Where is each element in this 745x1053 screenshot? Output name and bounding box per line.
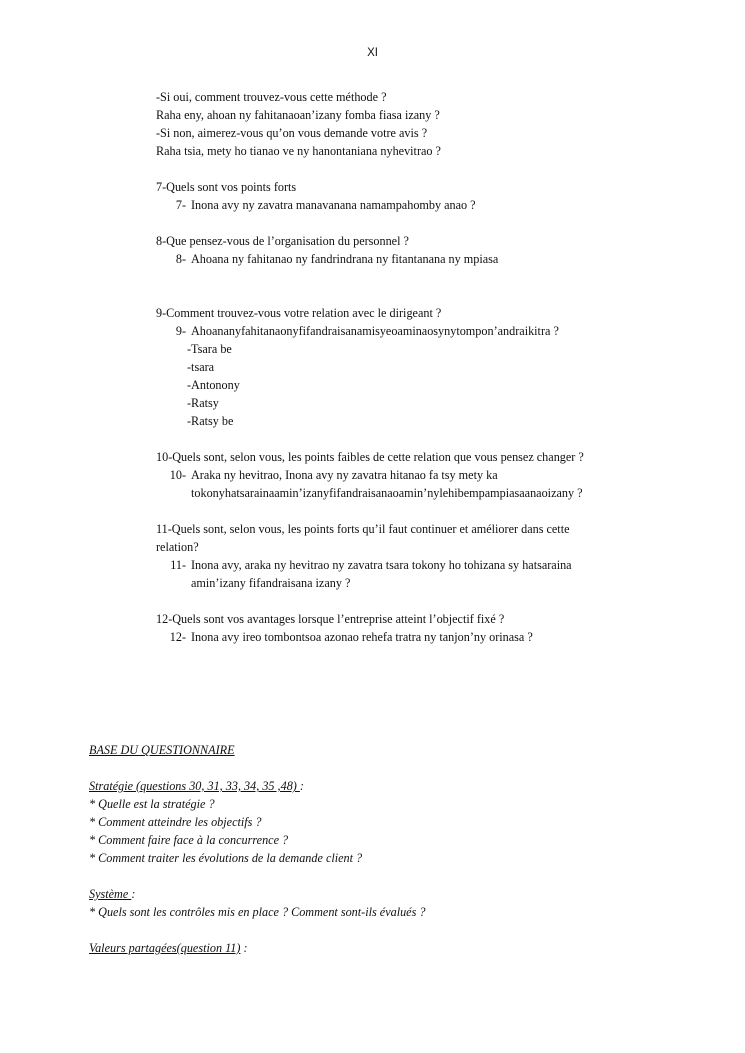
question-9-mg: Ahoananyfahitanaonyfifandraisanamisyeoaminaosynytompon’andraikitra ? xyxy=(191,324,559,338)
question-8-mg: Ahoana ny fahitanao ny fandrindrana ny fitantanana ny mpiasa xyxy=(191,252,499,266)
strategie-item: * Quelle est la stratégie ? xyxy=(89,797,215,811)
systeme-item: * Quels sont les contrôles mis en place ? Comment sont-ils évalués ? xyxy=(89,905,426,919)
question-11-mg-row xyxy=(156,556,676,592)
valeurs-heading xyxy=(89,939,689,957)
systeme-colon: : xyxy=(131,887,136,901)
question-12-number: 12- xyxy=(169,630,186,644)
question-10-mg-line: Araka ny hevitrao, Inona avy ny zavatra hitanao fa tsy mety ka xyxy=(191,468,498,482)
questionnaire-section xyxy=(156,88,676,664)
question-11-mg-line: amin’izany fifandraisana izany ? xyxy=(191,576,351,590)
strategie-item: * Comment traiter les évolutions de la demande client ? xyxy=(89,851,363,865)
base-title xyxy=(89,741,689,759)
answer-option: -Antonony xyxy=(187,378,240,392)
strategie-heading xyxy=(89,777,689,795)
answer-option: -Ratsy be xyxy=(187,414,234,428)
question-8-fr: 8-Que pensez-vous de l’organisation du personnel ? xyxy=(156,234,409,248)
question-8 xyxy=(156,232,676,268)
question-10 xyxy=(156,448,676,502)
strategie-colon: : xyxy=(299,779,304,793)
question-7-mg: Inona avy ny zavatra manavanana namampahomby anao ? xyxy=(191,198,476,212)
intro-line: Raha tsia, mety ho tianao ve ny hanontaniana nyhevitrao ? xyxy=(156,144,441,158)
base-questionnaire-section xyxy=(89,741,689,957)
question-11-fr-line: relation? xyxy=(156,540,199,554)
question-9 xyxy=(156,304,676,430)
question-10-mg-line: tokonyhatsarainaamin’izanyfifandraisanaoamin’nylehibempampiasaanaoizany ? xyxy=(191,486,583,500)
question-8-mg-row xyxy=(156,250,676,268)
question-12-fr: 12-Quels sont vos avantages lorsque l’entreprise atteint l’objectif fixé ? xyxy=(156,612,505,626)
strategie-item: * Comment atteindre les objectifs ? xyxy=(89,815,262,829)
page-number-header: XI xyxy=(367,47,378,59)
strategie-heading-text: Stratégie (questions 30, 31, 33, 34, 35 ,48) xyxy=(89,779,300,793)
question-7-fr: 7-Quels sont vos points forts xyxy=(156,180,297,194)
question-11-mg xyxy=(191,556,676,592)
question-9-mg-row xyxy=(156,322,676,340)
valeurs-heading-text: Valeurs partagées(question 11) xyxy=(89,941,241,955)
question-10-mg-row xyxy=(156,466,676,502)
systeme-heading xyxy=(89,885,689,903)
intro-block xyxy=(156,88,676,160)
question-10-fr: 10-Quels sont, selon vous, les points faibles de cette relation que vous pensez changer ? xyxy=(156,450,584,464)
question-12-mg-row xyxy=(156,628,676,646)
question-8-number: 8- xyxy=(175,252,186,266)
question-9-number: 9- xyxy=(175,324,186,338)
intro-line: Raha eny, ahoan ny fahitanaoan’izany fomba fiasa izany ? xyxy=(156,108,440,122)
systeme-heading-text: Système xyxy=(89,887,132,901)
question-7-mg-row xyxy=(156,196,676,214)
intro-line: -Si non, aimerez-vous qu’on vous demande votre avis ? xyxy=(156,126,428,140)
question-9-fr: 9-Comment trouvez-vous votre relation avec le dirigeant ? xyxy=(156,306,442,320)
answer-option: -tsara xyxy=(187,360,215,374)
question-11 xyxy=(156,520,676,592)
valeurs-colon: : xyxy=(240,941,248,955)
answer-option: -Tsara be xyxy=(187,342,232,356)
question-11-mg-line: Inona avy, araka ny hevitrao ny zavatra tsara tokony ho tohizana sy hatsaraina xyxy=(191,558,572,572)
question-10-mg xyxy=(191,466,676,502)
question-7 xyxy=(156,178,676,214)
intro-line: -Si oui, comment trouvez-vous cette méthode ? xyxy=(156,90,387,104)
question-10-number: 10- xyxy=(169,468,186,482)
answer-option: -Ratsy xyxy=(187,396,219,410)
question-11-number: 11- xyxy=(170,558,186,572)
question-12 xyxy=(156,610,676,646)
question-12-mg: Inona avy ireo tombontsoa azonao rehefa tratra ny tanjon’ny orinasa ? xyxy=(191,630,533,644)
question-7-number: 7- xyxy=(175,198,186,212)
base-title-text: BASE DU QUESTIONNAIRE xyxy=(89,743,235,757)
strategie-item: * Comment faire face à la concurrence ? xyxy=(89,833,289,847)
question-11-fr-line: 11-Quels sont, selon vous, les points forts qu’il faut continuer et améliorer dans cette xyxy=(156,522,570,536)
